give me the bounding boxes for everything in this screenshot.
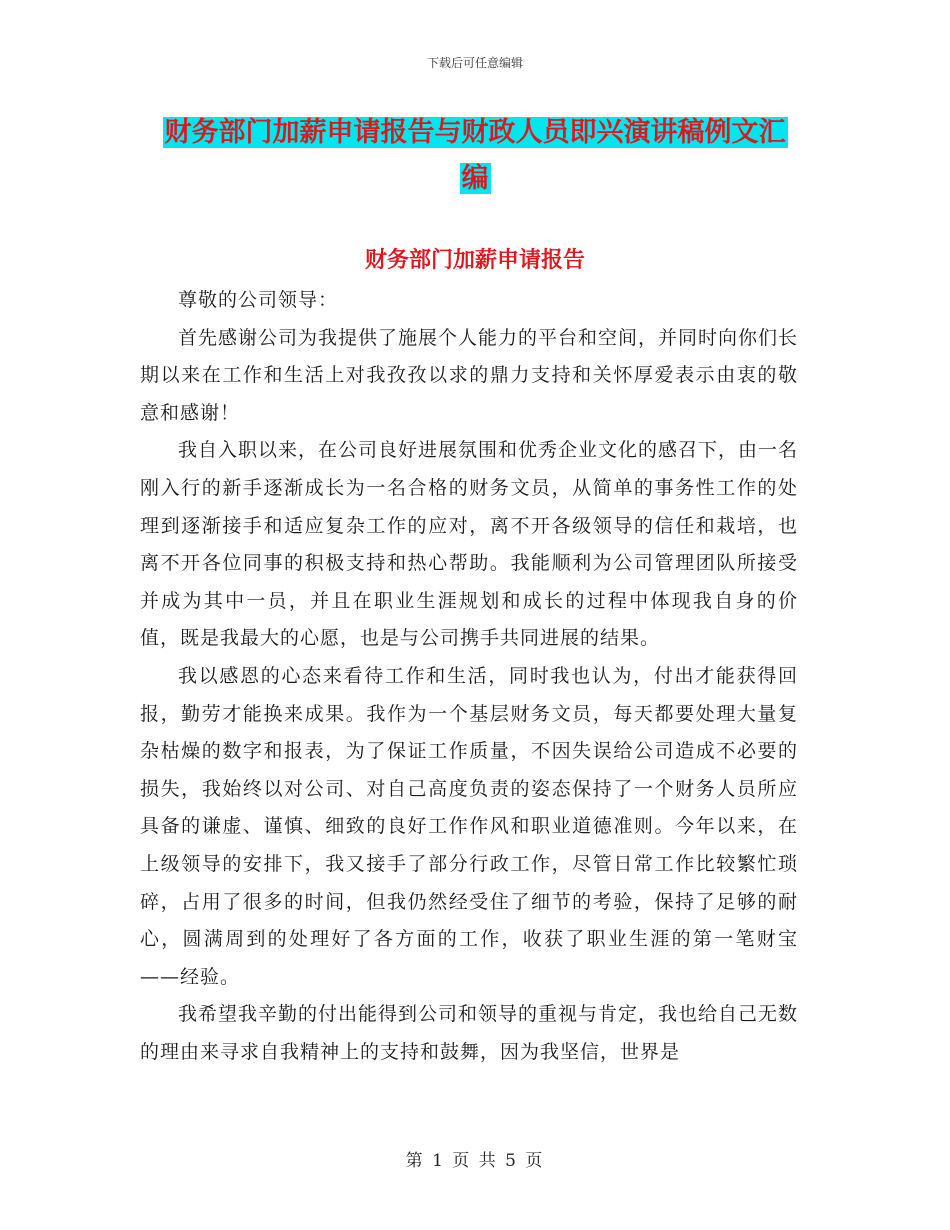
body-text [140, 282, 798, 1071]
paragraph: 首先感谢公司为我提供了施展个人能力的平台和空间，并同时向你们长期以来在工作和生活上对我孜孜以求的鼎力支持和关怀厚爱表示由衷的敬意和感谢！ [140, 326, 799, 424]
page-header-note: 下载后可任意编辑 [426, 56, 523, 70]
document-title [0, 110, 950, 202]
paragraph: 我自入职以来，在公司良好进展氛围和优秀企业文化的感召下，由一名刚入行的新手逐渐成长为一名合格的财务文员，从简单的事务性工作的处理到逐渐接手和适应复杂工作的应对，离不开各级领导的信任和栽培，也离不开各位同事的积极支持和热心帮助。我能顺利为公司管理团队所接受并成为其中一员，并且在职业生涯规划和成长的过程中体现我自身的价值，既是我最大的心愿，也是与公司携手共同进展的结果。 [140, 439, 799, 650]
document-title-line2: 编 [461, 163, 489, 194]
paragraph: 我以感恩的心态来看待工作和生活，同时我也认为，付出才能获得回报，勤劳才能换来成果。我作为一个基层财务文员，每天都要处理大量复杂枯燥的数字和报表，为了保证工作质量，不因失误给公司造成不必要的损失，我始终以对公司、对自己高度负责的姿态保持了一个财务人员所应具备的谦虚、谨慎、细致的良好工作作风和职业道德准则。今年以来，在上级领导的安排下，我又接手了部分行政工作，尽管日常工作比较繁忙琐碎，占用了很多的时间，但我仍然经受住了细节的考验，保持了足够的耐心，圆满周到的处理好了各方面的工作，收获了职业生涯的第一笔财宝——经验。 [140, 664, 798, 988]
page-number-footer: 第 1 页 共 5 页 [405, 1151, 545, 1171]
paragraph-salutation: 尊敬的公司领导： [178, 289, 339, 311]
document-title-line1: 财务部门加薪申请报告与财政人员即兴演讲稿例文汇 [164, 117, 786, 148]
section-title: 财务部门加薪申请报告 [364, 247, 585, 273]
paragraph: 我希望我辛勤的付出能得到公司和领导的重视与肯定，我也给自己无数的理由来寻求自我精神上的支持和鼓舞，因为我坚信，世界是 [140, 1003, 799, 1063]
